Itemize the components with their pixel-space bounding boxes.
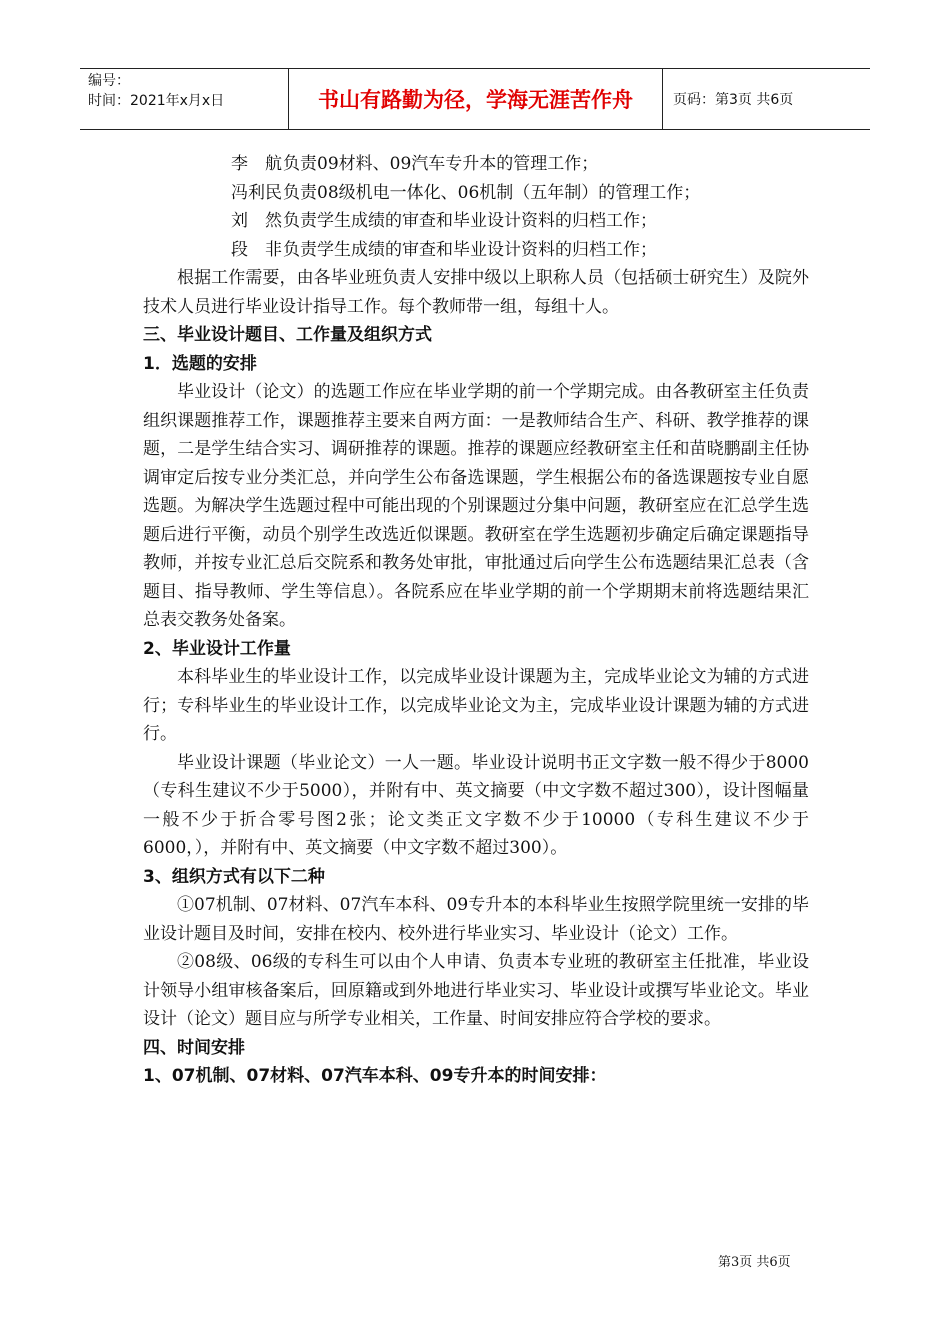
staff-duty: 负责学生成绩的审查和毕业设计资料的归档工作； xyxy=(283,211,657,231)
doc-time-label: 时间：2021年x月x日 xyxy=(88,93,225,109)
subheading-organization: 3、组织方式有以下二种 xyxy=(143,866,325,887)
paragraph-guidance: 根据工作需要，由各毕业班负责人安排中级以上职称人员（包括硕士研究生）及院外技术人员进行毕业设计指导工作。每个教师带一组，每组十人。 xyxy=(143,268,809,317)
doc-number-label: 编号： xyxy=(88,73,130,89)
paragraph-workload-mode: 本科毕业生的毕业设计工作，以完成毕业设计课题为主，完成毕业论文为辅的方式进行；专科毕业生的毕业设计工作，以完成毕业论文为主，完成毕业设计课题为辅的方式进行。 xyxy=(143,667,809,744)
paragraph-workload-requirements: 毕业设计课题（毕业论文）一人一题。毕业设计说明书正文字数一般不得少于8000（专科生建议不少于5000），并附有中、英文摘要（中文字数不超过300），设计图幅量一般不少于折合零号图2张；论文类正文字数不少于10000（专科生建议不少于6000，），并附有中、英文摘要（中文字数不超过300）。 xyxy=(143,752,809,858)
staff-duty: 负责学生成绩的审查和毕业设计资料的归档工作； xyxy=(283,239,657,260)
page-header xyxy=(80,68,870,130)
paragraph-topic-selection: 毕业设计（论文）的选题工作应在毕业学期的前一个学期完成。由各教研室主任负责组织课题推荐工作，课题推荐主要来自两方面：一是教师结合生产、科研、教学推荐的课题，二是学生结合实习、调研推荐的课题。推荐的课题应经教研室主任和苗晓鹏副主任协调审定后按专业分类汇总，并向学生公布备选课题，学生根据公布的备选课题按专业自愿选题。为解决学生选题过程中可能出现的个别课题过分集中问题，教研室应在汇总学生选题后进行平衡，动员个别学生改选近似课题。教研室在学生选题初步确定后确定课题指导教师，并按专业汇总后交院系和教务处审批，审批通过后向学生公布选题结果汇总表（含题目、指导教师、学生等信息）。各院系应在毕业学期的前一个学期期末前将选题结果汇总表交教务处备案。 xyxy=(143,382,809,630)
subheading-workload: 2、毕业设计工作量 xyxy=(143,638,291,659)
subheading-topic-selection: 1．选题的安排 xyxy=(143,353,257,374)
staff-duty: 负责08级机电一体化、06机制（五年制）的管理工作； xyxy=(283,182,701,203)
paragraph-organization-1: ①07机制、07材料、07汽车本科、09专升本的本科毕业生按照学院里统一安排的毕业设计题目及时间，安排在校内、校外进行毕业实习、毕业设计（论文）工作。 xyxy=(143,895,809,944)
subheading-schedule: 1、07机制、07材料、07汽车本科、09专升本的时间安排： xyxy=(143,1066,607,1086)
page-footer: 第3页 共6页 xyxy=(718,1255,791,1270)
staff-row xyxy=(143,150,809,179)
document-body xyxy=(143,150,809,1091)
paragraph-organization-2: ②08级、06级的专科生可以由个人申请、负责本专业班的教研室主任批准，毕业设计领导小组审核备案后，回原籍或到外地进行毕业实习、毕业设计或撰写毕业论文。毕业设计（论文）题目应与所学专业相关，工作量、时间安排应符合学校的要求。 xyxy=(143,952,809,1029)
section-heading-four: 四、时间安排 xyxy=(143,1037,245,1058)
staff-row xyxy=(143,207,809,236)
staff-duty: 负责09材料、09汽车专升本的管理工作； xyxy=(283,154,599,174)
header-page-number: 页码：第3页 共6页 xyxy=(673,92,794,108)
staff-name: 段 非 xyxy=(231,239,282,260)
staff-name: 李 航 xyxy=(231,154,282,174)
staff-row xyxy=(143,236,809,265)
staff-row xyxy=(143,179,809,208)
staff-name: 刘 然 xyxy=(231,211,282,231)
header-meta xyxy=(80,69,289,129)
staff-name: 冯利民 xyxy=(231,182,282,203)
header-motto: 书山有路勤为径，学海无涯苦作舟 xyxy=(289,69,663,129)
section-heading-three: 三、毕业设计题目、工作量及组织方式 xyxy=(143,325,432,345)
